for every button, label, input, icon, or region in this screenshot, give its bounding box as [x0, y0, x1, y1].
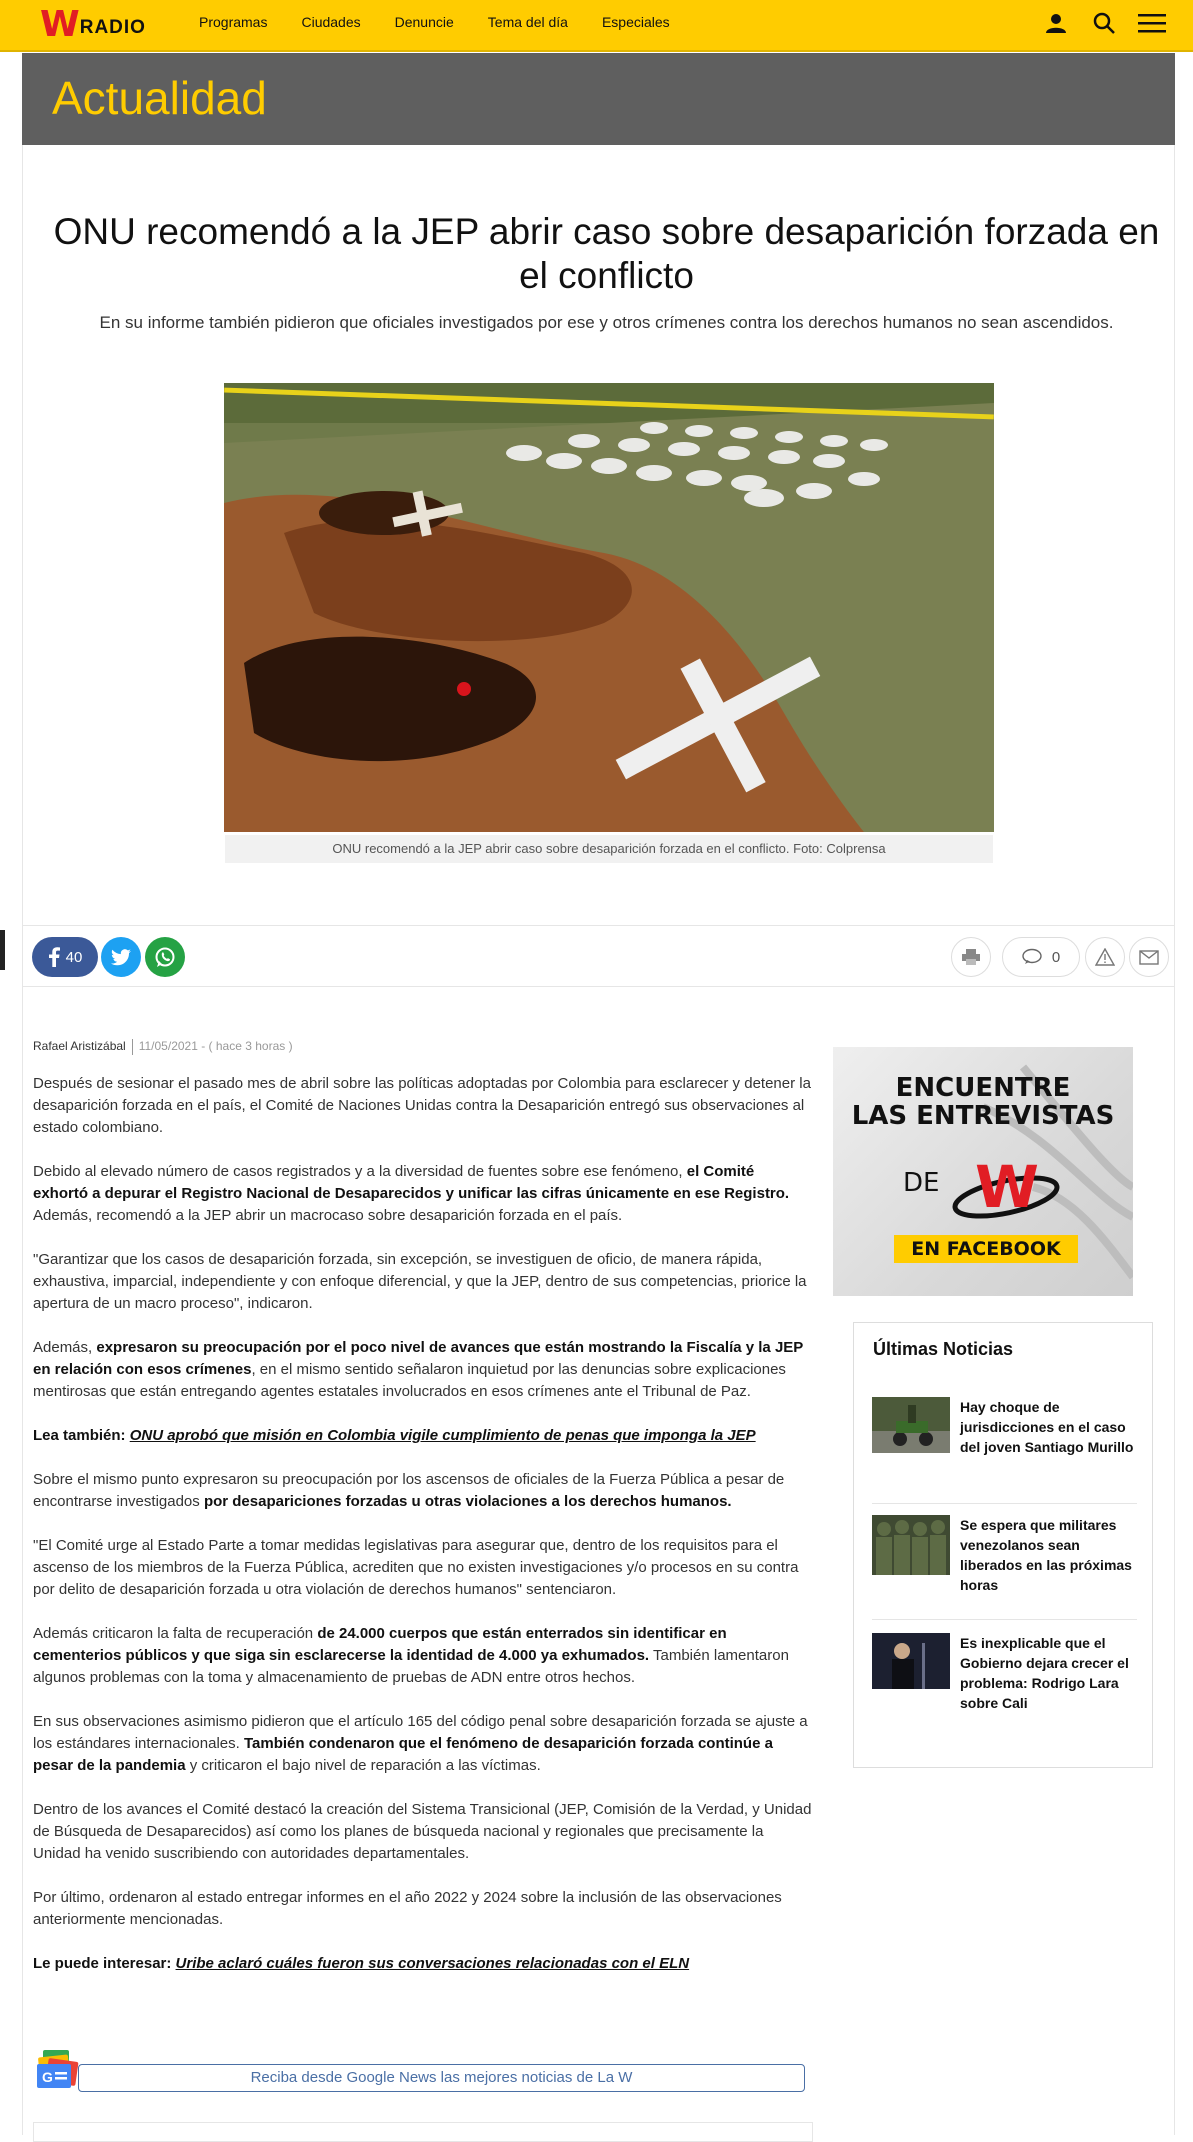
related-label: Le puede interesar:: [33, 1955, 176, 1972]
news-divider: [872, 1503, 1137, 1504]
author-name[interactable]: Rafael Aristizábal: [33, 1039, 126, 1054]
news-thumbnail[interactable]: [872, 1397, 950, 1453]
article-headline: ONU recomendó a la JEP abrir caso sobre desaparición forzada en el conflicto: [53, 211, 1160, 296]
news-headline[interactable]: Se espera que militares venezolanos sean liberados en las próximas horas: [960, 1517, 1132, 1593]
comments-section-container: [33, 2122, 813, 2142]
news-item[interactable]: [872, 1397, 1137, 1467]
paragraph-10: Por último, ordenaron al estado entregar informes en el año 2022 y 2024 sobre la inclusión de las observaciones anteriormente mencionadas.: [33, 1889, 782, 1928]
menu-icon[interactable]: [1137, 8, 1167, 38]
ad-line-1: ENCUENTRE: [895, 1073, 1071, 1103]
facebook-icon: [48, 947, 60, 967]
main-nav: [199, 0, 704, 44]
warning-icon: [1095, 948, 1115, 966]
news-divider: [872, 1619, 1137, 1620]
whatsapp-share-button[interactable]: [145, 937, 185, 977]
publish-date: 11/05/2021 - ( hace 3 horas ): [138, 1039, 293, 1054]
whatsapp-icon: [154, 946, 176, 968]
nav-item-programas[interactable]: Programas: [199, 14, 268, 30]
related-link-1[interactable]: ONU aprobó que misión en Colombia vigile cumplimiento de penas que imponga la JEP: [129, 1427, 756, 1444]
twitter-icon: [111, 949, 131, 966]
comments-button[interactable]: [1002, 937, 1080, 977]
comment-icon: [1022, 948, 1042, 966]
comments-count: 0: [1051, 948, 1061, 966]
logo-w-mark: W: [40, 3, 78, 45]
paragraph-9: Dentro de los avances el Comité destacó la creación del Sistema Transicional (JEP, Comisión de la Verdad, y Unidad de Búsqueda de Desaparecidos) así como los planes de búsqueda nacional y regionales que precisamente la Unidad ha venido suscribiendo con autoridades departamentales.: [33, 1801, 812, 1862]
ad-facebook-button[interactable]: EN FACEBOOK: [894, 1235, 1078, 1263]
nav-item-especiales[interactable]: Especiales: [601, 14, 670, 30]
email-share-button[interactable]: [1129, 937, 1169, 977]
article-hero-image: [224, 383, 994, 832]
news-headline[interactable]: Hay choque de jurisdicciones en el caso del joven Santiago Murillo: [960, 1399, 1134, 1455]
paragraph-2: Debido al elevado número de casos registrados y a la diversidad de fuentes sobre ese fenómeno, el Comité exhortó a depurar el Registro Nacional de Desaparecidos y unificar las cifras únicamente en ese Registro. Además, recomendó a la JEP abrir un macrocaso sobre desaparición forzada en el país.: [33, 1163, 790, 1224]
paragraph-8: En sus observaciones asimismo pidieron que el artículo 165 del código penal sobre desaparición forzada se ajuste a los estándares internacionales. También condenaron que el fenómeno de desaparición forzada continúe a pesar de la pandemia y criticaron el bajo nivel de reparación a las víctimas.: [33, 1713, 808, 1774]
section-banner: [22, 53, 1175, 145]
user-icon[interactable]: [1041, 8, 1071, 38]
paragraph-3: "Garantizar que los casos de desaparición forzada, sin excepción, se investiguen de oficio, de manera rápida, exhaustiva, imparcial, independiente y con enfoque diferencial, y que la JEP, dentro de sus competencias, priorice la apertura de un macro proceso", indicaron.: [33, 1251, 807, 1312]
latest-news-title: Últimas Noticias: [873, 1339, 1014, 1359]
related-article-2: [33, 1953, 813, 1975]
header-actions: [1023, 8, 1167, 38]
w-radio-logo[interactable]: [40, 4, 146, 44]
facebook-share-button[interactable]: [32, 937, 98, 977]
paragraph-6: "El Comité urge al Estado Parte a tomar medidas legislativas para asegurar que, dentro de los requisitos para el ascenso de los miembros de la Fuerza Pública, acrediten que no existen investigaciones y/o procesos en su contra por delito de desaparición forzada u otra violación de derechos humanos" sentenciaron.: [33, 1537, 799, 1598]
google-news-icon: [33, 2050, 81, 2092]
article-subheadline: En su informe también pidieron que oficiales investigados por ese y otros crímenes contra los derechos humanos no sean ascendidos.: [99, 313, 1114, 332]
facebook-share-count: 40: [65, 948, 83, 966]
mail-icon: [1139, 950, 1159, 965]
facebook-interviews-ad[interactable]: [833, 1047, 1133, 1296]
news-item[interactable]: [872, 1515, 1137, 1593]
news-thumbnail[interactable]: [872, 1515, 950, 1575]
print-icon: [962, 949, 980, 965]
side-indicator: [0, 930, 5, 970]
section-title[interactable]: Actualidad: [52, 72, 267, 124]
google-news-banner[interactable]: [33, 2050, 805, 2092]
w-logo-icon: [951, 1145, 1071, 1225]
article-body: [33, 1073, 813, 1997]
print-button[interactable]: [951, 937, 991, 977]
ad-line-2: LAS ENTREVISTAS: [851, 1101, 1115, 1131]
twitter-share-button[interactable]: [101, 937, 141, 977]
google-news-text[interactable]: Reciba desde Google News las mejores noticias de La W: [78, 2064, 805, 2092]
latest-news-panel: [853, 1322, 1153, 1768]
nav-item-denuncie[interactable]: Denuncie: [394, 14, 454, 30]
related-article-1: [33, 1425, 813, 1447]
meta-divider: [132, 1039, 133, 1055]
news-thumbnail[interactable]: [872, 1633, 950, 1689]
news-headline[interactable]: Es inexplicable que el Gobierno dejara crecer el problema: Rodrigo Lara sobre Cali: [960, 1635, 1129, 1711]
ad-w-letter: W: [975, 1153, 1039, 1221]
paragraph-7: Además criticaron la falta de recuperación de 24.000 cuerpos que están enterrados sin identificar en cementerios públicos y que siga sin esclarecerse la identidad de 4.000 ya exhumados. También lamentaron algunos problemas con la toma y almacenamiento de pruebas de ADN entre otros hechos.: [33, 1625, 789, 1686]
logo-radio-text: RADIO: [79, 17, 146, 38]
related-label: Lea también:: [33, 1427, 130, 1444]
paragraph-5: Sobre el mismo punto expresaron su preocupación por los ascensos de oficiales de la Fuerza Pública a pesar de encontrarse investigados por desapariciones forzadas u otras violaciones a los derechos humanos.: [33, 1471, 785, 1510]
news-item[interactable]: [872, 1633, 1137, 1711]
nav-item-tema-del-dia[interactable]: Tema del día: [487, 14, 568, 30]
image-caption: ONU recomendó a la JEP abrir caso sobre desaparición forzada en el conflicto. Foto: Colprensa: [225, 835, 993, 863]
related-link-2[interactable]: Uribe aclaró cuáles fueron sus conversaciones relacionadas con el ELN: [175, 1955, 690, 1972]
paragraph-4: Además, expresaron su preocupación por el poco nivel de avances que están mostrando la Fiscalía y la JEP en relación con esos crímenes, en el mismo sentido señalaron inquietud por las denuncias sobre explicaciones mentirosas que están entregando agentes estatales involucrados en esos crímenes ante el Tribunal de Paz.: [33, 1339, 804, 1400]
article-meta: [33, 1039, 293, 1055]
top-navigation-bar: [0, 0, 1193, 52]
svg-text:G: G: [42, 2069, 53, 2085]
search-icon[interactable]: [1089, 8, 1119, 38]
ad-de-text: DE: [903, 1168, 940, 1198]
paragraph-1: Después de sesionar el pasado mes de abril sobre las políticas adoptadas por Colombia para esclarecer y detener la desaparición forzada en el país, el Comité de Naciones Unidas contra la Desaparición entregó sus observaciones al estado colombiano.: [33, 1075, 811, 1136]
share-bar: [22, 925, 1175, 987]
report-button[interactable]: [1085, 937, 1125, 977]
nav-item-ciudades[interactable]: Ciudades: [301, 14, 361, 30]
